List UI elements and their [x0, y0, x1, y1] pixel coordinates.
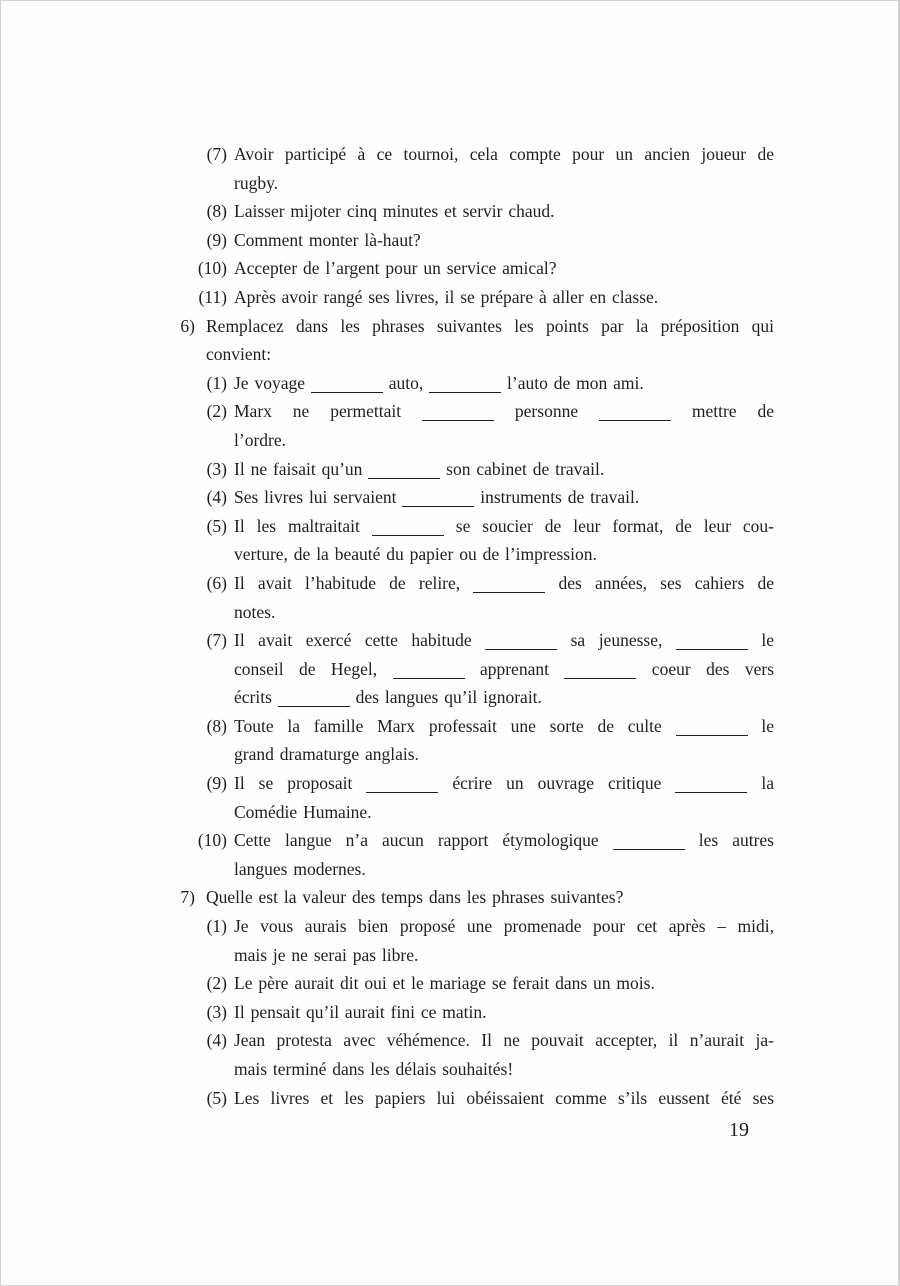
item-marker: 6): [180, 315, 195, 336]
exercise-item: [206, 226, 774, 255]
text-line: (8) Laisser mijoter cinq minutes et servir chaud.: [234, 197, 774, 226]
text-line: mais je ne serai pas libre.: [234, 944, 419, 965]
text-line: notes.: [234, 601, 276, 622]
fill-in-blank: [429, 388, 501, 393]
text-line: 7) Quelle est la valeur des temps dans les phrases suivantes?: [206, 883, 774, 912]
text-line: (4) Jean protesta avec véhémence. Il ne pouvait accepter, il n’aurait ja-: [234, 1026, 774, 1055]
item-marker: (5): [206, 515, 227, 536]
exercise-item: [197, 254, 774, 283]
fill-in-blank: [613, 845, 685, 850]
text-line: grand dramaturge anglais.: [234, 744, 419, 765]
text-line: mais terminé dans les délais souhaités!: [234, 1059, 514, 1079]
text-line: (2) Marx ne permettait personne mettre de: [234, 397, 774, 426]
text-line: (5) Les livres et les papiers lui obéissaient comme s’ils eussent été ses: [234, 1084, 774, 1113]
item-marker: (7): [206, 144, 227, 164]
item-marker: (2): [206, 401, 227, 422]
exercise-item: [197, 826, 774, 883]
text-line: (8) Toute la famille Marx professait une sorte de culte le: [234, 712, 774, 741]
exercise-item: [206, 569, 774, 626]
text-line: (4) Ses livres lui servaient instruments de travail.: [234, 483, 774, 512]
exercise-item: [206, 512, 774, 569]
item-marker: (8): [206, 201, 227, 222]
exercise-item: [206, 197, 774, 226]
exercise-item: [206, 969, 774, 998]
text-line: (9) Il se proposait écrire un ouvrage critique la: [234, 769, 774, 798]
text-line: (1) Je vous aurais bien proposé une promenade pour cet après – midi,: [234, 912, 774, 941]
exercise-item: [206, 397, 774, 454]
exercise-item: [198, 283, 774, 312]
fill-in-blank: [564, 674, 636, 679]
text-line: écrits des langues qu’il ignorait.: [234, 687, 542, 708]
item-marker: (7): [206, 630, 227, 651]
item-marker: 7): [180, 887, 195, 908]
item-marker: (3): [206, 1001, 227, 1022]
exercise-header: [180, 883, 774, 912]
item-marker: (11): [198, 286, 227, 307]
text-line: langues modernes.: [234, 858, 366, 879]
text-line: (6) Il avait l’habitude de relire, des années, ses cahiers de: [234, 569, 774, 598]
fill-in-blank: [278, 702, 350, 707]
exercise-item: [206, 998, 774, 1027]
fill-in-blank: [485, 645, 557, 650]
text-line: (5) Il les maltraitait se soucier de leur format, de leur cou-: [234, 512, 774, 541]
exercise-item: [206, 140, 774, 197]
item-marker: (5): [206, 1087, 227, 1108]
item-marker: (9): [206, 229, 227, 250]
text-line: (3) Il pensait qu’il aurait fini ce matin.: [234, 998, 774, 1027]
fill-in-blank: [676, 645, 748, 650]
page-number: 19: [729, 1119, 749, 1142]
exercise-item: [206, 455, 774, 484]
fill-in-blank: [366, 788, 438, 793]
item-marker: (8): [206, 715, 227, 736]
item-marker: (9): [206, 773, 227, 794]
text-line: (11) Après avoir rangé ses livres, il se prépare à aller en classe.: [234, 283, 774, 312]
text-line: l’ordre.: [234, 429, 286, 450]
fill-in-blank: [393, 674, 465, 679]
item-marker: (10): [197, 830, 227, 851]
exercise-item: [206, 483, 774, 512]
fill-in-blank: [311, 388, 383, 393]
item-marker: (3): [206, 458, 227, 479]
fill-in-blank: [372, 531, 444, 536]
text-line: conseil de Hegel, apprenant coeur des vers: [234, 658, 774, 679]
fill-in-blank: [473, 588, 545, 593]
text-line: (7) Avoir participé à ce tournoi, cela compte pour un ancien joueur de: [234, 140, 774, 169]
text-line: (1) Je voyage auto, l’auto de mon ami.: [234, 369, 774, 398]
text-line: (10) Cette langue n’a aucun rapport étymologique les autres: [234, 826, 774, 855]
fill-in-blank: [676, 731, 748, 736]
exercise-item: [206, 369, 774, 398]
exercise-header: [180, 312, 774, 369]
exercise-item: [206, 626, 774, 712]
text-line: (3) Il ne faisait qu’un son cabinet de travail.: [234, 455, 774, 484]
fill-in-blank: [368, 474, 440, 479]
exercise-item: [206, 1026, 774, 1083]
text-line: verture, de la beauté du papier ou de l’impression.: [234, 544, 597, 565]
fill-in-blank: [675, 788, 747, 793]
fill-in-blank: [402, 502, 474, 507]
text-line: convient:: [206, 344, 272, 365]
item-marker: (10): [197, 258, 227, 279]
exercise-item: [206, 712, 774, 769]
content: [1, 1, 898, 1112]
text-line: (2) Le père aurait dit oui et le mariage se ferait dans un mois.: [234, 969, 774, 998]
exercise-item: [206, 912, 774, 969]
item-marker: (1): [206, 372, 227, 393]
fill-in-blank: [422, 416, 494, 421]
text-line: Comédie Humaine.: [234, 801, 372, 822]
text-line: (7) Il avait exercé cette habitude sa jeunesse, le: [234, 626, 774, 655]
exercise-item: [206, 1084, 774, 1113]
text-line: 6) Remplacez dans les phrases suivantes les points par la préposition qui: [206, 312, 774, 341]
fill-in-blank: [599, 416, 671, 421]
item-marker: (6): [206, 572, 227, 593]
item-marker: (4): [206, 487, 227, 508]
item-marker: (2): [206, 973, 227, 994]
text-line: (10) Accepter de l’argent pour un service amical?: [234, 254, 774, 283]
exercise-item: [206, 769, 774, 826]
text-line: (9) Comment monter là-haut?: [234, 226, 774, 255]
text-line: rugby.: [234, 172, 279, 193]
item-marker: (1): [206, 916, 227, 937]
item-marker: (4): [206, 1030, 227, 1051]
